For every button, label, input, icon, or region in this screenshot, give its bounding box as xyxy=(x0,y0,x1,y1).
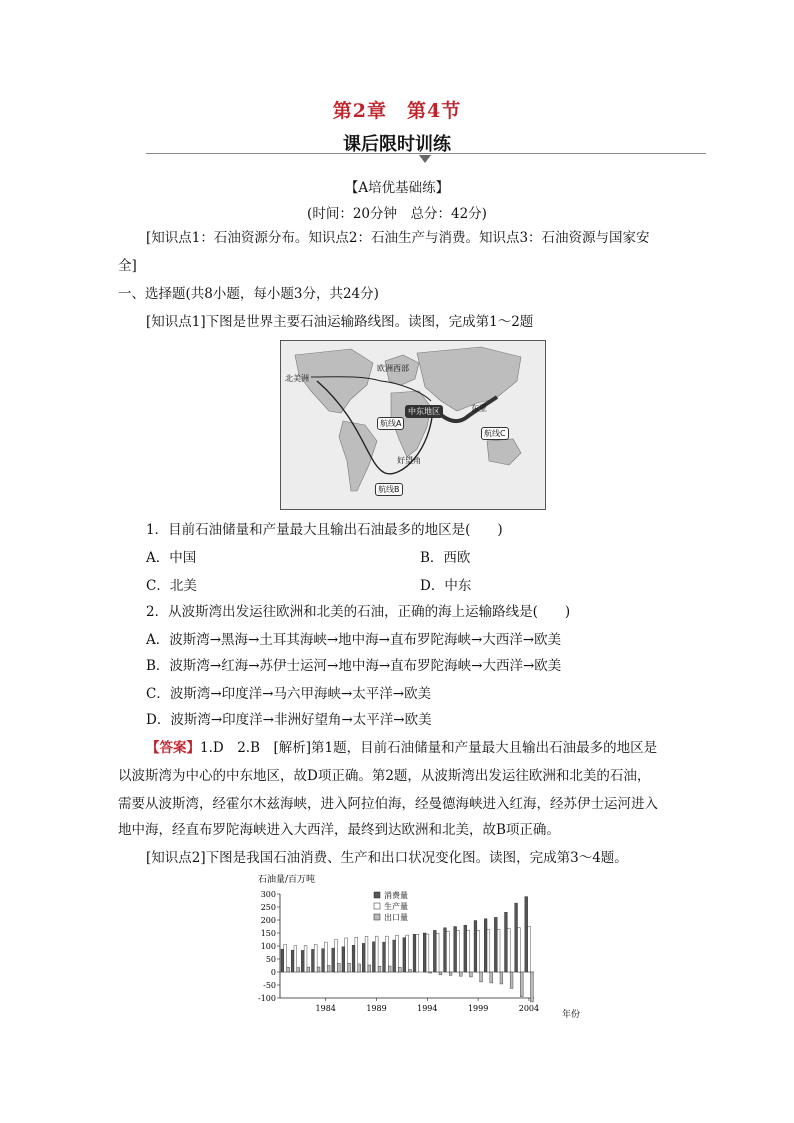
chart-bar-production xyxy=(446,931,449,972)
map-label-route-c: 航线C xyxy=(481,427,509,440)
chapter-title: 第2章 第4节 xyxy=(332,100,462,122)
section-label: 【A培优基础练】 xyxy=(344,180,450,196)
chart-bar-export xyxy=(409,969,412,972)
chart-bar-export xyxy=(297,968,300,972)
chart-bar-production xyxy=(294,946,297,972)
chart-x-tick-label: 1999 xyxy=(467,1004,489,1013)
map-label-cape: 好望角 xyxy=(397,456,421,465)
chart-x-tick-label: 1984 xyxy=(315,1004,336,1013)
map-label-route-a: 航线A xyxy=(377,417,404,430)
question-2-option-c: C．波斯湾→印度洋→马六甲海峡→太平洋→欧美 xyxy=(146,686,432,702)
question-2-option-a: A．波斯湾→黑海→土耳其海峡→地中海→直布罗陀海峡→大西洋→欧美 xyxy=(146,632,562,648)
chart-bar-production xyxy=(355,937,358,972)
part-heading: 一、选择题(共8小题，每小题3分，共24分) xyxy=(118,286,379,302)
chart-y-tick-label: 50 xyxy=(265,955,276,964)
chart-bar-consumption xyxy=(464,925,467,972)
chart-bar-export xyxy=(368,965,371,972)
oil-route-map xyxy=(280,340,546,510)
chart-bar-export xyxy=(439,972,442,975)
chart-bar-consumption xyxy=(332,948,335,972)
chart-ylabel: 石油量/百万吨 xyxy=(258,875,316,885)
chart-bar-consumption xyxy=(444,928,447,972)
chart-legend-label: 生产量 xyxy=(384,902,408,911)
title-rule xyxy=(146,153,706,154)
chart-bar-consumption xyxy=(484,919,487,972)
oil-chart-svg xyxy=(250,872,610,1022)
oil-chart xyxy=(250,872,610,1022)
chart-bar-export xyxy=(490,972,493,983)
chart-bar-consumption xyxy=(454,927,457,973)
chart-bar-production xyxy=(416,934,419,972)
chart-xlabel: 年份 xyxy=(562,1010,581,1020)
answer-line-4: 地中海，经直布罗陀海峡进入大西洋，最终到达欧洲和北美，故B项正确。 xyxy=(118,822,560,838)
chart-bar-consumption xyxy=(433,930,436,972)
chart-legend-label: 出口量 xyxy=(384,913,408,922)
chart-bar-production xyxy=(304,945,307,972)
chart-bar-consumption xyxy=(393,940,396,972)
chart-bar-export xyxy=(500,972,503,984)
chart-legend-label: 消费量 xyxy=(384,891,408,900)
chart-bar-production xyxy=(426,934,429,972)
chart-y-tick-label: 100 xyxy=(260,942,276,951)
asia-shape xyxy=(417,347,521,411)
chart-x-tick-label: 1994 xyxy=(417,1004,438,1013)
chart-y-tick-label: -50 xyxy=(263,981,276,990)
chart-bar-export xyxy=(348,963,351,972)
map-label-middle-east: 中东地区 xyxy=(405,405,443,418)
chart-bar-export xyxy=(429,972,432,973)
question-1-option-c: C．北美 xyxy=(146,578,197,594)
answer-line-2: 以波斯湾为中心的中东地区，故D项正确。第2题，从波斯湾出发运往欧洲和北美的石油， xyxy=(118,768,651,784)
chart-bar-production xyxy=(385,936,388,972)
chart-bar-export xyxy=(520,972,523,997)
intro-question-3-4: [知识点2]下图是我国石油消费、生产和出口状况变化图。读图，完成第3～4题。 xyxy=(146,850,628,866)
chart-bar-production xyxy=(518,928,521,972)
australia-shape xyxy=(487,439,521,465)
chart-bar-production xyxy=(487,930,490,972)
chart-bar-consumption xyxy=(494,917,497,972)
chart-legend-swatch xyxy=(374,903,380,909)
chart-bar-consumption xyxy=(383,942,386,972)
chart-bar-production xyxy=(406,935,409,972)
chart-bar-export xyxy=(470,972,473,977)
chart-bar-consumption xyxy=(372,942,375,972)
chart-y-tick-label: 0 xyxy=(270,968,276,977)
answer-line-3: 需要从波斯湾，经霍尔木兹海峡，进入阿拉伯海，经曼德海峡进入红海，经苏伊士运河进入 xyxy=(118,796,658,812)
chart-y-tick-label: 150 xyxy=(260,929,276,938)
chart-bar-production xyxy=(507,929,510,972)
question-1-option-d: D．中东 xyxy=(420,578,472,594)
chart-bar-consumption xyxy=(505,912,508,972)
chart-bar-consumption xyxy=(322,949,325,972)
chart-bar-consumption xyxy=(291,950,294,972)
answer-tag: 【答案】 xyxy=(146,740,200,756)
chart-bar-consumption xyxy=(281,949,284,972)
chart-bar-consumption xyxy=(515,903,518,972)
chart-bar-production xyxy=(365,936,368,972)
map-label-west-europe: 欧洲西部 xyxy=(377,364,409,373)
world-map-drawing xyxy=(281,341,545,509)
chart-bar-consumption xyxy=(311,949,314,972)
chart-bar-production xyxy=(528,927,531,973)
chart-bar-production xyxy=(477,930,480,972)
chart-x-tick-label: 2004 xyxy=(518,1004,540,1013)
chart-x-tick-label: 1989 xyxy=(366,1004,387,1013)
question-1-option-b: B．西欧 xyxy=(420,550,471,566)
chart-bar-production xyxy=(457,930,460,972)
map-label-east-asia: 东亚 xyxy=(471,404,487,413)
chart-bar-production xyxy=(284,944,287,972)
chart-bar-export xyxy=(378,966,381,972)
knowledge-points-line2: 全] xyxy=(118,258,137,274)
time-info: (时间：20分钟 总分：42分) xyxy=(307,206,487,222)
chart-bar-export xyxy=(530,972,533,1002)
chart-bar-consumption xyxy=(423,933,426,972)
question-2-option-b: B．波斯湾→红海→苏伊士运河→地中海→直布罗陀海峡→大西洋→欧美 xyxy=(146,658,562,674)
chart-bar-export xyxy=(510,972,513,988)
chart-bar-production xyxy=(324,942,327,972)
question-1-option-a: A．中国 xyxy=(146,550,197,566)
chart-bar-export xyxy=(449,972,452,975)
chart-bar-export xyxy=(358,964,361,972)
chart-legend-swatch xyxy=(374,914,380,920)
chart-bar-consumption xyxy=(352,945,355,972)
question-1-stem: 1．目前石油储量和产量最大且输出石油最多的地区是( ) xyxy=(146,522,503,538)
page-subtitle: 课后限时训练 xyxy=(343,134,451,155)
title-rule-marker xyxy=(419,155,431,163)
chart-bar-export xyxy=(480,972,483,982)
chart-bar-production xyxy=(375,936,378,972)
chart-bar-export xyxy=(398,967,401,972)
chart-bar-production xyxy=(497,929,500,972)
chart-bar-production xyxy=(314,944,317,972)
chart-bar-export xyxy=(388,966,391,972)
chart-legend-swatch xyxy=(374,892,380,898)
chart-bar-production xyxy=(396,935,399,972)
chart-bar-consumption xyxy=(301,950,304,972)
chart-y-tick-label: 300 xyxy=(260,890,276,899)
chart-bar-export xyxy=(287,967,290,972)
chart-bar-consumption xyxy=(413,934,416,972)
chart-bar-consumption xyxy=(362,943,365,972)
chart-bar-consumption xyxy=(342,947,345,972)
chart-y-tick-label: 250 xyxy=(260,903,276,912)
chart-bar-consumption xyxy=(403,938,406,972)
answer-line-1 xyxy=(146,738,657,758)
chart-y-tick-label: -100 xyxy=(258,994,276,1003)
chart-bar-production xyxy=(335,940,338,973)
chart-bar-export xyxy=(459,972,462,976)
question-2-stem: 2．从波斯湾出发运往欧洲和北美的石油，正确的海上运输路线是( ) xyxy=(146,604,571,620)
knowledge-points-line1: [知识点1：石油资源分布。知识点2：石油生产与消费。知识点3：石油资源与国家安 xyxy=(146,230,650,246)
map-label-route-b: 航线B xyxy=(375,483,403,496)
chart-y-tick-label: 200 xyxy=(260,916,276,925)
chart-bar-production xyxy=(436,933,439,972)
chart-bar-production xyxy=(467,930,470,972)
intro-question-1-2: [知识点1]下图是世界主要石油运输路线图。读图，完成第1～2题 xyxy=(146,314,534,330)
chart-bar-consumption xyxy=(525,897,528,972)
chart-bar-export xyxy=(337,963,340,972)
chart-bar-export xyxy=(317,967,320,972)
chart-bar-export xyxy=(327,966,330,973)
chart-bar-production xyxy=(345,938,348,972)
answer-text-1: 1.D 2.B [解析]第1题，目前石油储量和产量最大且输出石油最多的地区是 xyxy=(200,740,658,756)
chart-bar-consumption xyxy=(474,921,477,972)
map-label-north-america: 北美洲 xyxy=(285,374,309,383)
chart-bar-export xyxy=(307,967,310,972)
question-2-option-d: D．波斯湾→印度洋→非洲好望角→太平洋→欧美 xyxy=(146,712,432,728)
